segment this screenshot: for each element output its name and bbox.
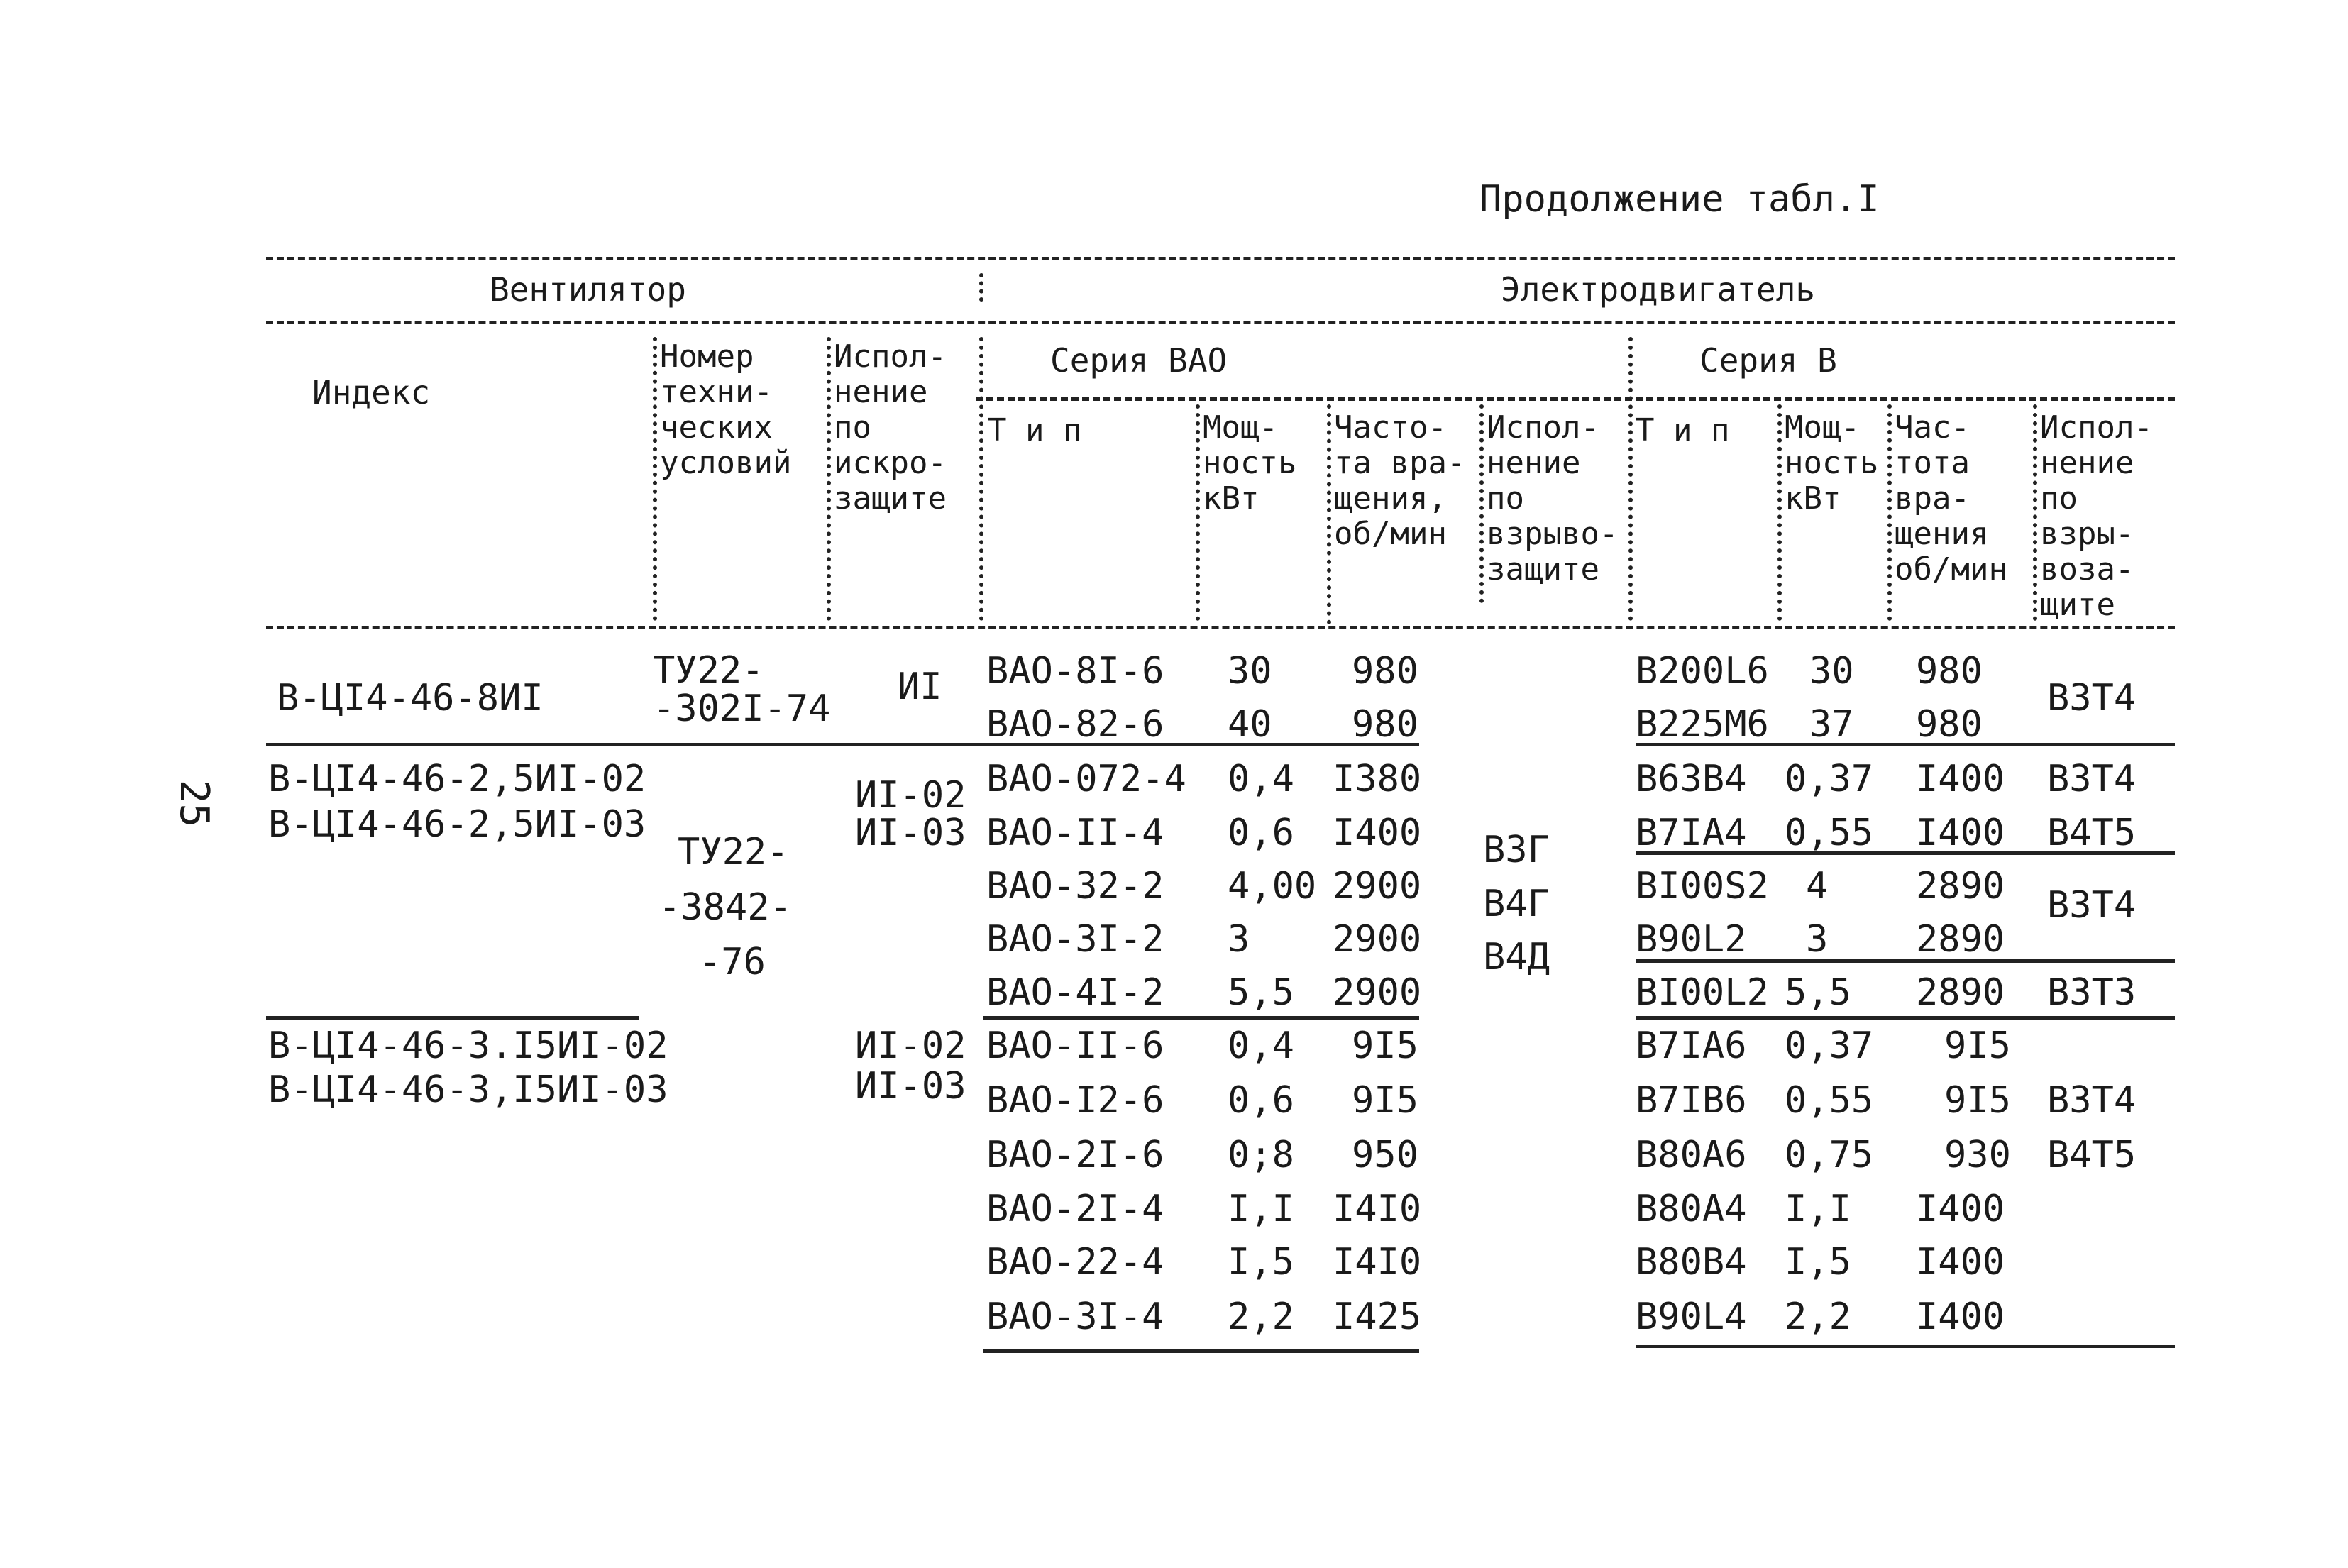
v-protection: ВЗТ4 bbox=[2047, 758, 2137, 800]
vao-type: ВАО-I2-6 bbox=[986, 1079, 1164, 1122]
header-separator bbox=[1479, 404, 1484, 603]
header-group-rule bbox=[266, 321, 2175, 324]
v-power: 37 bbox=[1809, 703, 1854, 746]
fan-index: В-ЦI4-46-8ИI bbox=[277, 677, 544, 719]
header-v-type: Т и п bbox=[1636, 412, 1730, 448]
vao-speed: 9I5 bbox=[1352, 1025, 1418, 1067]
v-power: 0,37 bbox=[1785, 758, 1874, 800]
vao-power: 0,6 bbox=[1228, 1079, 1294, 1122]
vao-speed: 980 bbox=[1352, 650, 1418, 692]
v-type: ВI00L2 bbox=[1636, 971, 1769, 1014]
v-type: В63В4 bbox=[1636, 758, 1747, 800]
v-speed: 2890 bbox=[1916, 865, 2005, 907]
table-bottom-line bbox=[983, 1349, 1419, 1353]
fan-spark-protection: ИI bbox=[898, 666, 942, 708]
v-protection: ВЗТ4 bbox=[2047, 1079, 2137, 1122]
row-separator-line bbox=[1636, 851, 2175, 855]
fan-tech-conditions: ТУ22- bbox=[678, 831, 789, 873]
v-protection: В4Т5 bbox=[2047, 812, 2137, 854]
v-speed: 980 bbox=[1916, 650, 1983, 692]
header-explosion-protection: Испол- нение по взрыво- защите bbox=[1487, 409, 1619, 587]
fan-spark-protection: ИI-03 bbox=[855, 812, 966, 854]
header-series-v: Серия В bbox=[1699, 341, 1837, 380]
vao-speed: 2900 bbox=[1333, 918, 1422, 961]
header-separator bbox=[653, 337, 657, 621]
v-speed: I400 bbox=[1916, 812, 2005, 854]
v-protection: ВЗТ4 bbox=[2047, 677, 2137, 719]
vao-speed: 2900 bbox=[1333, 971, 1422, 1014]
header-separator bbox=[1327, 404, 1331, 624]
v-type: В7IА4 bbox=[1636, 812, 1747, 854]
group-separator-line bbox=[983, 1016, 1419, 1020]
v-power: 0,55 bbox=[1785, 1079, 1874, 1122]
vao-power: 0,4 bbox=[1228, 1025, 1294, 1067]
v-power: 4 bbox=[1806, 865, 1829, 907]
vao-speed: I400 bbox=[1333, 812, 1422, 854]
header-subgroup-rule bbox=[976, 397, 2175, 401]
row-separator-line bbox=[1636, 959, 2175, 963]
v-type: В80А6 bbox=[1636, 1134, 1747, 1176]
header-separator bbox=[827, 337, 831, 621]
v-power: 5,5 bbox=[1785, 971, 1851, 1014]
vao-type: ВАО-22-4 bbox=[986, 1241, 1164, 1283]
table-continuation-caption: Продолжение табл.I bbox=[1479, 178, 1880, 221]
group-separator-line bbox=[1636, 743, 2175, 746]
fan-spark-protection: ИI-02 bbox=[855, 1025, 966, 1067]
vao-speed: I4I0 bbox=[1333, 1188, 1422, 1230]
v-type: В7IА6 bbox=[1636, 1025, 1747, 1067]
vao-type: ВАО-32-2 bbox=[986, 865, 1164, 907]
v-speed: 9I5 bbox=[1944, 1025, 2011, 1067]
vao-power: I,I bbox=[1228, 1188, 1294, 1230]
vao-speed: 9I5 bbox=[1352, 1079, 1418, 1122]
vao-power: 0;8 bbox=[1228, 1134, 1294, 1176]
v-power: 2,2 bbox=[1785, 1296, 1851, 1338]
vao-type: ВАО-072-4 bbox=[986, 758, 1186, 800]
header-vao-type: Т и п bbox=[988, 412, 1082, 448]
header-fan: Вентилятор bbox=[490, 270, 686, 309]
fan-index: В-ЦI4-46-2,5ИI-03 bbox=[268, 803, 646, 846]
v-type: В90L2 bbox=[1636, 918, 1747, 961]
vao-power: 0,4 bbox=[1228, 758, 1294, 800]
v-protection: ВЗТ3 bbox=[2047, 971, 2137, 1014]
header-separator bbox=[1628, 337, 1633, 621]
v-speed: I400 bbox=[1916, 1188, 2005, 1230]
vao-type: ВАО-3I-2 bbox=[986, 918, 1164, 961]
group-separator-line bbox=[266, 1016, 639, 1020]
vao-speed: 2900 bbox=[1333, 865, 1422, 907]
explosion-protection-value: ВЗГ bbox=[1483, 829, 1550, 871]
vao-type: ВАО-2I-4 bbox=[986, 1188, 1164, 1230]
v-speed: 2890 bbox=[1916, 971, 2005, 1014]
fan-tech-conditions: ТУ22- -302I-74 bbox=[653, 649, 831, 730]
v-type: В90L4 bbox=[1636, 1296, 1747, 1338]
v-power: 3 bbox=[1806, 918, 1829, 961]
vao-type: ВАО-II-6 bbox=[986, 1025, 1164, 1067]
fan-spark-protection: ИI-03 bbox=[855, 1065, 966, 1108]
header-separator bbox=[2033, 404, 2037, 621]
table-top-rule bbox=[266, 257, 2175, 260]
v-type: В80А4 bbox=[1636, 1188, 1747, 1230]
vao-speed: I425 bbox=[1333, 1296, 1422, 1338]
v-speed: I400 bbox=[1916, 758, 2005, 800]
v-protection: В4Т5 bbox=[2047, 1134, 2137, 1176]
v-type: В225М6 bbox=[1636, 703, 1769, 746]
header-separator bbox=[1887, 404, 1892, 621]
header-v-protection: Испол- нение по взры- воза- щите bbox=[2040, 409, 2153, 623]
header-separator bbox=[979, 337, 983, 621]
page-number: 25 bbox=[171, 779, 218, 828]
header-separator bbox=[1777, 404, 1782, 621]
vao-power: 0,6 bbox=[1228, 812, 1294, 854]
fan-index: В-ЦI4-46-3.I5ИI-02 bbox=[268, 1025, 668, 1067]
header-motor: Электродвигатель bbox=[1501, 270, 1816, 309]
vao-power: 3 bbox=[1228, 918, 1250, 961]
header-vao-speed: Часто- та вра- щения, об/мин bbox=[1334, 409, 1466, 552]
header-bottom-rule bbox=[266, 626, 2175, 629]
vao-type: ВАО-3I-4 bbox=[986, 1296, 1164, 1338]
header-v-power: Мощ- ность кВт bbox=[1785, 409, 1879, 517]
v-power: I,I bbox=[1785, 1188, 1851, 1230]
header-index: Индекс bbox=[312, 373, 431, 412]
v-power: 0,37 bbox=[1785, 1025, 1874, 1067]
header-separator bbox=[979, 273, 983, 302]
vao-speed: 950 bbox=[1352, 1134, 1418, 1176]
fan-spark-protection: ИI-02 bbox=[855, 774, 966, 817]
fan-tech-conditions: -3842- bbox=[658, 886, 792, 929]
vao-speed: 980 bbox=[1352, 703, 1418, 746]
vao-power: I,5 bbox=[1228, 1241, 1294, 1283]
header-separator bbox=[1196, 404, 1200, 621]
group-separator-line bbox=[266, 743, 1419, 746]
vao-speed: I380 bbox=[1333, 758, 1422, 800]
header-series-vao: Серия ВАО bbox=[1050, 341, 1228, 380]
v-type: В7IВ6 bbox=[1636, 1079, 1747, 1122]
vao-power: 4,00 bbox=[1228, 865, 1317, 907]
fan-index: В-ЦI4-46-3,I5ИI-03 bbox=[268, 1069, 668, 1111]
v-power: 0,55 bbox=[1785, 812, 1874, 854]
v-speed: I400 bbox=[1916, 1296, 2005, 1338]
v-power: 0,75 bbox=[1785, 1134, 1874, 1176]
header-v-speed: Час- тота вра- щения об/мин bbox=[1895, 409, 2007, 587]
v-power: I,5 bbox=[1785, 1241, 1851, 1283]
vao-power: 40 bbox=[1228, 703, 1272, 746]
group-separator-line bbox=[1636, 1016, 2175, 1020]
v-speed: 930 bbox=[1944, 1134, 2011, 1176]
v-type: В80В4 bbox=[1636, 1241, 1747, 1283]
header-tech-conditions: Номер техни- ческих условий bbox=[660, 338, 792, 481]
vao-power: 2,2 bbox=[1228, 1296, 1294, 1338]
vao-power: 5,5 bbox=[1228, 971, 1294, 1014]
table-bottom-line bbox=[1636, 1345, 2175, 1348]
header-spark-protection: Испол- нение по искро- защите bbox=[834, 338, 947, 517]
vao-type: ВАО-2I-6 bbox=[986, 1134, 1164, 1176]
fan-tech-conditions: -76 bbox=[699, 941, 766, 983]
vao-speed: I4I0 bbox=[1333, 1241, 1422, 1283]
v-speed: 9I5 bbox=[1944, 1079, 2011, 1122]
v-type: В200L6 bbox=[1636, 650, 1769, 692]
v-speed: 980 bbox=[1916, 703, 1983, 746]
header-vao-power: Мощ- ность кВт bbox=[1203, 409, 1297, 517]
explosion-protection-value: В4Г bbox=[1483, 883, 1550, 925]
vao-type: ВАО-4I-2 bbox=[986, 971, 1164, 1014]
v-speed: 2890 bbox=[1916, 918, 2005, 961]
vao-type: ВАО-8I-6 bbox=[986, 650, 1164, 692]
v-type: ВI00S2 bbox=[1636, 865, 1769, 907]
explosion-protection-value: В4Д bbox=[1483, 936, 1550, 978]
v-protection: ВЗТ4 bbox=[2047, 884, 2137, 927]
fan-index: В-ЦI4-46-2,5ИI-02 bbox=[268, 758, 646, 800]
vao-type: ВАО-II-4 bbox=[986, 812, 1164, 854]
v-power: 30 bbox=[1809, 650, 1854, 692]
vao-type: ВАО-82-6 bbox=[986, 703, 1164, 746]
v-speed: I400 bbox=[1916, 1241, 2005, 1283]
vao-power: 30 bbox=[1228, 650, 1272, 692]
